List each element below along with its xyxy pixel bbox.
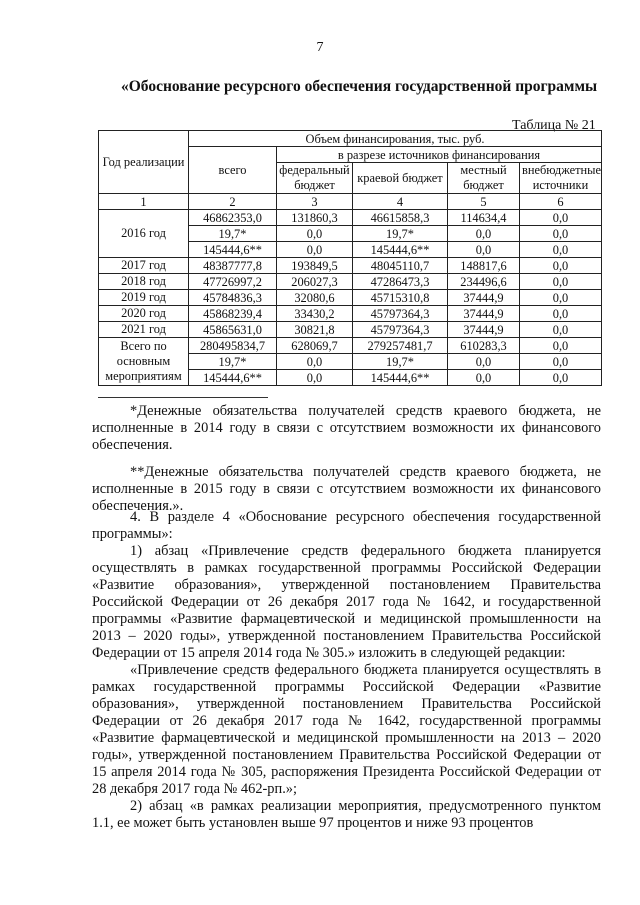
federal-header: федеральный бюджет — [277, 163, 353, 194]
column-number: 2 — [189, 194, 277, 210]
value-cell: 0,0 — [277, 226, 353, 242]
extra-header: внебюджетные источники — [520, 163, 602, 194]
regional-header: краевой бюджет — [353, 163, 448, 194]
table-row — [99, 338, 602, 354]
value-cell: 45797364,3 — [353, 306, 448, 322]
section-title: «Обоснование ресурсного обеспечения государственной программы — [121, 78, 598, 95]
value-cell: 32080,6 — [277, 290, 353, 306]
value-cell: 46615858,3 — [353, 210, 448, 226]
table-row — [99, 290, 602, 306]
value-cell: 0,0 — [520, 306, 602, 322]
value-cell: 131860,3 — [277, 210, 353, 226]
value-cell: 0,0 — [520, 290, 602, 306]
value-cell: 193849,5 — [277, 258, 353, 274]
value-cell: 0,0 — [448, 226, 520, 242]
total-header: всего — [189, 147, 277, 194]
value-cell: 30821,8 — [277, 322, 353, 338]
value-cell: 148817,6 — [448, 258, 520, 274]
value-cell: 145444,6** — [189, 242, 277, 258]
value-cell: 47286473,3 — [353, 274, 448, 290]
year-cell: 2019 год — [99, 290, 189, 306]
sources-header: в разрезе источников финансирования — [277, 147, 602, 163]
column-number-row — [99, 194, 602, 210]
year-cell: 2021 год — [99, 322, 189, 338]
page-number: 7 — [316, 40, 324, 55]
value-cell: 145444,6** — [353, 370, 448, 386]
value-cell: 280495834,7 — [189, 338, 277, 354]
year-cell: 2020 год — [99, 306, 189, 322]
column-number: 3 — [277, 194, 353, 210]
table-row — [99, 306, 602, 322]
value-cell: 48045110,7 — [353, 258, 448, 274]
value-cell: 0,0 — [520, 274, 602, 290]
value-cell: 145444,6** — [189, 370, 277, 386]
value-cell: 19,7* — [189, 354, 277, 370]
year-cell: 2018 год — [99, 274, 189, 290]
value-cell: 0,0 — [448, 242, 520, 258]
value-cell: 0,0 — [520, 242, 602, 258]
value-cell: 628069,7 — [277, 338, 353, 354]
value-cell: 37444,9 — [448, 290, 520, 306]
funding-header: Объем финансирования, тыс. руб. — [189, 131, 602, 147]
value-cell: 47726997,2 — [189, 274, 277, 290]
value-cell: 37444,9 — [448, 306, 520, 322]
value-cell: 0,0 — [520, 258, 602, 274]
value-cell: 45865631,0 — [189, 322, 277, 338]
value-cell: 45868239,4 — [189, 306, 277, 322]
column-number: 5 — [448, 194, 520, 210]
value-cell: 45797364,3 — [353, 322, 448, 338]
footnote: *Денежные обязательства получателей средств краевого бюджета, не исполненные в 2014 году в связи с отсутствием возможности их финансового обеспечения. — [92, 403, 601, 453]
main-text — [92, 509, 601, 832]
value-cell: 234496,6 — [448, 274, 520, 290]
table-row — [99, 210, 602, 226]
value-cell: 19,7* — [353, 354, 448, 370]
year-cell: Всего по основным мероприятиям — [99, 338, 189, 386]
value-cell: 0,0 — [520, 370, 602, 386]
value-cell: 145444,6** — [353, 242, 448, 258]
paragraph: 2) абзац «в рамках реализации мероприятия, предусмотренного пунктом 1.1, ее может быть установлен выше 97 процентов и ниже 93 процентов — [92, 798, 601, 831]
value-cell: 46862353,0 — [189, 210, 277, 226]
value-cell: 33430,2 — [277, 306, 353, 322]
value-cell: 19,7* — [353, 226, 448, 242]
value-cell: 37444,9 — [448, 322, 520, 338]
year-cell: 2016 год — [99, 210, 189, 258]
value-cell: 19,7* — [189, 226, 277, 242]
table-row — [99, 274, 602, 290]
value-cell: 0,0 — [520, 338, 602, 354]
value-cell: 206027,3 — [277, 274, 353, 290]
value-cell: 114634,4 — [448, 210, 520, 226]
value-cell: 610283,3 — [448, 338, 520, 354]
value-cell: 45784836,3 — [189, 290, 277, 306]
year-header: Год реализации — [99, 131, 189, 194]
value-cell: 279257481,7 — [353, 338, 448, 354]
value-cell: 0,0 — [520, 354, 602, 370]
value-cell: 48387777,8 — [189, 258, 277, 274]
paragraph: 4. В разделе 4 «Обоснование ресурсного обеспечения государственной программы»: — [92, 509, 601, 542]
value-cell: 0,0 — [448, 370, 520, 386]
value-cell: 0,0 — [277, 354, 353, 370]
footnotes — [92, 403, 601, 515]
column-number: 4 — [353, 194, 448, 210]
value-cell: 0,0 — [277, 242, 353, 258]
value-cell: 45715310,8 — [353, 290, 448, 306]
value-cell: 0,0 — [277, 370, 353, 386]
value-cell: 0,0 — [520, 226, 602, 242]
table-row — [99, 258, 602, 274]
column-number: 6 — [520, 194, 602, 210]
table-label: Таблица № 21 — [512, 118, 596, 133]
value-cell: 0,0 — [448, 354, 520, 370]
column-number: 1 — [99, 194, 189, 210]
local-header: местный бюджет — [448, 163, 520, 194]
value-cell: 0,0 — [520, 210, 602, 226]
paragraph: 1) абзац «Привлечение средств федерального бюджета планируется осуществлять в рамках государственной программы Российской Федерации «Развитие образования», утвержденной постановлением Правительства Российской Федерации от 26 декабря 2017 года № 1642, и государственной программы «Развитие фармацевтической и медицинской промышленности на 2013 – 2020 годы», утвержденной постановлением Правительства Российской Федерации от 15 апреля 2014 года № 305.» изложить в следующей редакции: — [92, 543, 601, 661]
value-cell: 0,0 — [520, 322, 602, 338]
footnote: **Денежные обязательства получателей средств краевого бюджета, не исполненные в 2015 году в связи с отсутствием возможности их финансового обеспечения.». — [92, 464, 601, 514]
footnote-divider — [98, 397, 268, 398]
table-row — [99, 322, 602, 338]
year-cell: 2017 год — [99, 258, 189, 274]
paragraph: «Привлечение средств федерального бюджета планируется осуществлять в рамках государственной программы Российской Федерации «Развитие образования», утвержденной постановлением Правительства Российской Федерации от 26 декабря 2017 года № 1642, государственной программы «Развитие фармацевтической и медицинской промышленности на 2013 – 2020 годы», утвержденной постановлением Правительства Российской Федерации от 15 апреля 2014 года № 305, распоряжения Президента Российской Федерации от 28 декабря 2017 года № 462-рп.»; — [92, 662, 601, 797]
funding-table — [98, 130, 602, 386]
